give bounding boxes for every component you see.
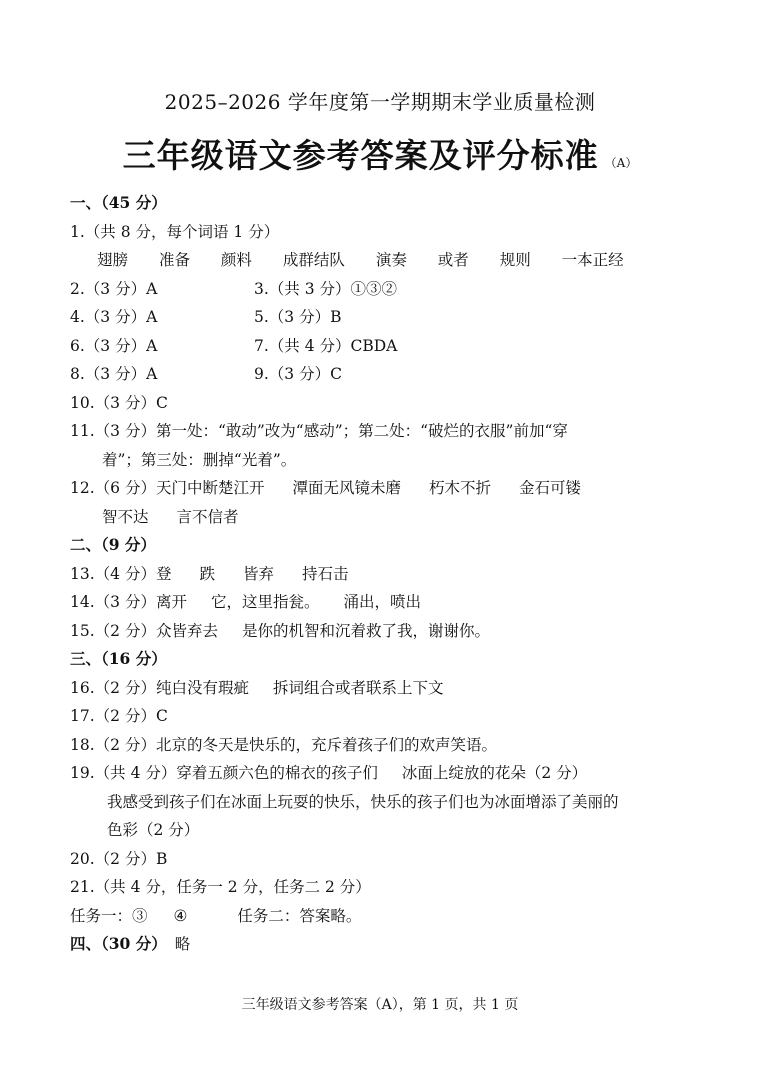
q1-word: 准备: [158, 251, 190, 269]
q16-label: 16.（2 分）: [70, 679, 156, 697]
q13-answer: [70, 564, 349, 584]
q14-item: 涌出，喷出: [343, 593, 421, 611]
q12-answer-line1: [70, 478, 581, 498]
page-footer: 三年级语文参考答案（A），第 1 页，共 1 页: [241, 997, 519, 1013]
q15-item: 是你的机智和沉着救了我，谢谢你。: [241, 622, 490, 640]
q12-item: 言不信者: [176, 508, 239, 526]
q13-item: 皆弃: [242, 565, 274, 583]
section-4-line: [70, 934, 190, 954]
q12-item: 潭面无风镜未磨: [292, 479, 401, 497]
q19-part-b: 冰面上绽放的花朵（2 分）: [401, 764, 588, 782]
exam-subtitle: 2025–2026 学年度第一学期期末学业质量检测: [164, 90, 596, 114]
q10-answer: 10.（3 分）C: [70, 394, 168, 412]
q1-word: 或者: [437, 251, 469, 269]
q14-answer: [70, 592, 421, 612]
section-2-heading: 二、（9 分）: [70, 535, 156, 554]
q13-item: 跌: [199, 565, 215, 583]
q14-label: 14.（3 分）: [70, 593, 156, 611]
q19-answer-line2: 我感受到孩子们在冰面上玩耍的快乐，快乐的孩子们也为冰面增添了美丽的: [107, 793, 619, 811]
page-title: 三年级语文参考答案及评分标准: [122, 136, 599, 175]
q1-word: 一本正经: [561, 251, 624, 269]
q21-tasks: [70, 906, 361, 926]
q7-answer: 7.（共 4 分）CBDA: [254, 337, 398, 355]
q21-task2: 任务二：答案略。: [237, 907, 362, 925]
q16-item: 纯白没有瑕疵: [155, 679, 249, 697]
q19-answer-line1: [70, 763, 587, 783]
q15-item: 众皆弃去: [155, 622, 218, 640]
q3-answer: 3.（共 3 分）①③②: [254, 280, 398, 298]
q11-answer-line2: 着”；第三处：删掉“光着”。: [102, 451, 297, 469]
q18-answer: 18.（2 分）北京的冬天是快乐的，充斥着孩子们的欢声笑语。: [70, 736, 497, 754]
q14-item: 它，这里指瓮。: [210, 593, 320, 611]
q1-heading: 1.（共 8 分，每个词语 1 分）: [70, 223, 280, 241]
q13-item: 持石击: [302, 565, 349, 583]
q17-answer: 17.（2 分）C: [70, 707, 168, 725]
q13-label: 13.（4 分）: [70, 565, 156, 583]
q12-item: 智不达: [102, 508, 149, 526]
q19-part-a: 19.（共 4 分）穿着五颜六色的棉衣的孩子们: [70, 764, 378, 782]
q11-answer-line1: 11.（3 分）第一处：“敢动”改为“感动”；第二处：“破烂的衣服”前加“穿: [70, 422, 568, 440]
title-block: [0, 130, 760, 177]
q9-answer: 9.（3 分）C: [254, 365, 342, 383]
title-suffix: （A）: [604, 156, 638, 170]
q1-word: 颜料: [220, 251, 252, 269]
q12-item: 朽木不折: [428, 479, 491, 497]
q2-answer: 2.（3 分）A: [70, 280, 158, 298]
q14-item: 离开: [155, 593, 187, 611]
q1-word: 成群结队: [282, 251, 345, 269]
q4-answer: 4.（3 分）A: [70, 308, 158, 326]
section-4-heading: 四、（30 分）: [70, 934, 167, 953]
q13-item: 登: [155, 565, 172, 583]
q6-answer: 6.（3 分）A: [70, 337, 158, 355]
q19-answer-line3: 色彩（2 分）: [107, 821, 200, 839]
section-1-heading: 一、（45 分）: [70, 193, 167, 212]
q21-task1: 任务一：③: [70, 907, 148, 925]
q15-answer: [70, 621, 490, 641]
q5-answer: 5.（3 分）B: [254, 308, 342, 326]
q1-word: 规则: [499, 251, 531, 269]
q16-answer: [70, 678, 443, 698]
q12-label: 12.（6 分）: [70, 479, 156, 497]
q12-answer-line2: [102, 507, 239, 527]
q20-answer: 20.（2 分）B: [70, 850, 168, 868]
q12-item: 天门中断楚江开: [155, 479, 265, 497]
q8-answer: 8.（3 分）A: [70, 365, 158, 383]
q21-task1-b: ④: [173, 907, 188, 925]
q1-word-list: [97, 250, 624, 270]
section-3-heading: 三、（16 分）: [70, 649, 167, 668]
q15-label: 15.（2 分）: [70, 622, 156, 640]
q21-heading: 21.（共 4 分，任务一 2 分，任务二 2 分）: [70, 878, 371, 896]
q1-word: 演奏: [375, 251, 407, 269]
q16-item: 拆词组合或者联系上下文: [272, 679, 444, 697]
q12-item: 金石可镂: [519, 479, 582, 497]
q1-word: 翅膀: [97, 251, 129, 269]
section-4-answer: 略: [174, 935, 191, 953]
